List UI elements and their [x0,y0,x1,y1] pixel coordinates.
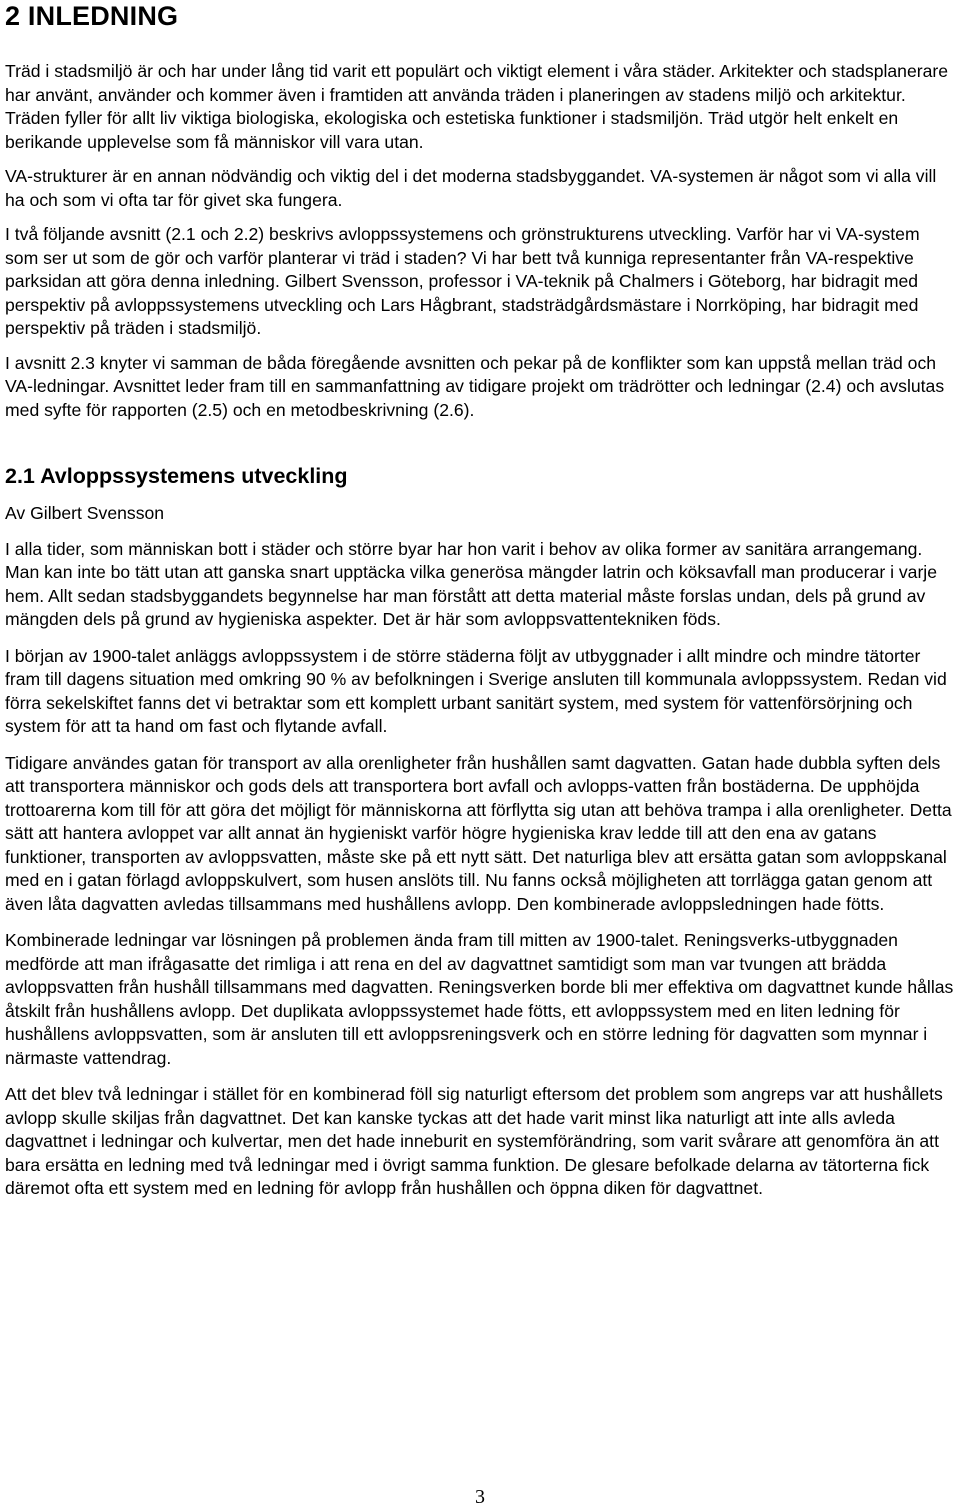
section-paragraph: I alla tider, som människan bott i städer och större byar har hon varit i behov av olika former av sanitära arrangemang. Man kan inte bo tätt utan att ganska snart upptäcka vilka generösa mängder latrin och köksavfall man producerar i varje hem. Allt sedan stadsbyggandets begynnelse har man förstått att detta material måste forslas undan, dels på grund av mängden dels på grund av hygieniska aspekter. Det är här som avloppsvattentekniken föds. [5,538,938,629]
intro-paragraph: I två följande avsnitt (2.1 och 2.2) beskrivs avloppssystemens och grönstrukturens utveckling. Varför har vi VA-system som ser ut som de gör och varför planterar vi träd i staden? Vi har bett två kunniga representanter från VA-respektive parksidan att göra denna inledning. Gilbert Svensson, professor i VA-teknik på Chalmers i Göteborg, har bidragit med perspektiv på avloppssystemens utveckling och Lars Hågbrant, stadsträdgårdsmästare i Norrköping, har bidragit med perspektiv på träden i stadsmiljö. [5,224,920,338]
section-heading: 2.1 Avloppssystemens utveckling [5,464,348,488]
section-paragraph: Att det blev två ledningar i stället för en kombinerad föll sig naturligt eftersom det problem som angreps var att hushållets avlopp skulle skiljas från dagvattnet. Det kan kanske tyckas att det hade varit minst lika naturligt att inte alls avleda dagvattnet i ledningar och kulvertar, men det hade inneburit en systemförändring, som varit svårare att genomföra än att bara ersätta en ledning med två ledningar med i övrigt samma funktion. De glesare befolkade delarna av tätorterna fick däremot ofta ett system med en ledning för avlopp från hushållen och öppna diken för dagvattnet. [5,1084,943,1198]
intro-paragraph: VA-strukturer är en annan nödvändig och viktig del i det moderna stadsbyggandet. VA-systemen är något som vi alla vill ha och som vi ofta tar för givet ska fungera. [5,166,937,210]
section-paragraph: Kombinerade ledningar var lösningen på problemen ända fram till mitten av 1900-talet. Reningsverks-utbyggnaden medförde att man ifrågasatte det rimliga i att rena en del av dagvattnet samtidigt som man var tvungen att brädda avloppsvatten från hushåll tillsammans med dagvatten. Reningsverken borde bli mer effektiva om dagvattnet kunde hållas åtskilt från hushållens avlopp. Det duplikata avloppssystemet hade fötts, ett avloppssystem med en liten ledning för hushållens avloppsvatten, som är ansluten till ett avloppsreningsverk och en större ledning för dagvatten som mynnar i närmaste vattendrag. [5,930,954,1068]
intro-paragraph: Träd i stadsmiljö är och har under lång tid varit ett populärt och viktigt element i våra städer. Arkitekter och stadsplanerare har använt, använder och kommer även i framtiden att använda träden i planeringen av stadens miljö och arkitektur. Träden fyller för allt liv viktiga biologiska, ekologiska och estetiska funktioner i stadsmiljön. Träd utgör helt enkelt en berikande upplevelse som få människor vill vara utan. [5,61,949,152]
chapter-heading: 2 INLEDNING [5,1,179,31]
section-paragraph: Tidigare användes gatan för transport av alla orenligheter från hushållen samt dagvatten. Gatan hade dubbla syften dels att transportera människor och gods dels att transportera bort avfall och avlopps-vatten från bostäderna. De upphöjda trottoarerna kom till för att göra det möjligt för människorna att förflytta sig utan att behöva trampa i alla orenligheter. Detta sätt att hantera avloppet var allt annat än hygieniskt varför högre hygieniska krav ledde till att den ena av gatans funktioner, transporten av avloppsvatten, måste ske på ett nytt sätt. Det naturliga blev att ersätta gatan som avloppskanal med en i gatan förlagd avloppskulvert, som husen anslöts till. Nu fanns också möjligheten att torrlägga gatan genom att även låta dagvatten avledas tillsammans med hushållens avlopp. Den kombinerade avloppsledningen hade fötts. [5,752,952,914]
section-paragraph: I början av 1900-talet anläggs avloppssystem i de större städerna följt av utbyggnader i allt mindre och mindre tätorter fram till dagens situation med omkring 90 % av befolkningen i Sverige ansluten till kommunala avloppssystem. Redan vid förra sekelskiftet fanns det vi betraktar som ett komplett urbant sanitärt system, med system för vattenförsörjning och system för att ta hand om fast och flytande avfall. [5,645,947,736]
section-author: Av Gilbert Svensson [5,503,165,523]
page-number: 3 [475,1486,485,1508]
document-page [5,0,955,1201]
intro-paragraph: I avsnitt 2.3 knyter vi samman de båda föregående avsnitten och pekar på de konflikter som kan uppstå mellan träd och VA-ledningar. Avsnittet leder fram till en sammanfattning av tidigare projekt om trädrötter och ledningar (2.4) och avslutas med syfte för rapporten (2.5) och en metodbeskrivning (2.6). [5,352,945,420]
